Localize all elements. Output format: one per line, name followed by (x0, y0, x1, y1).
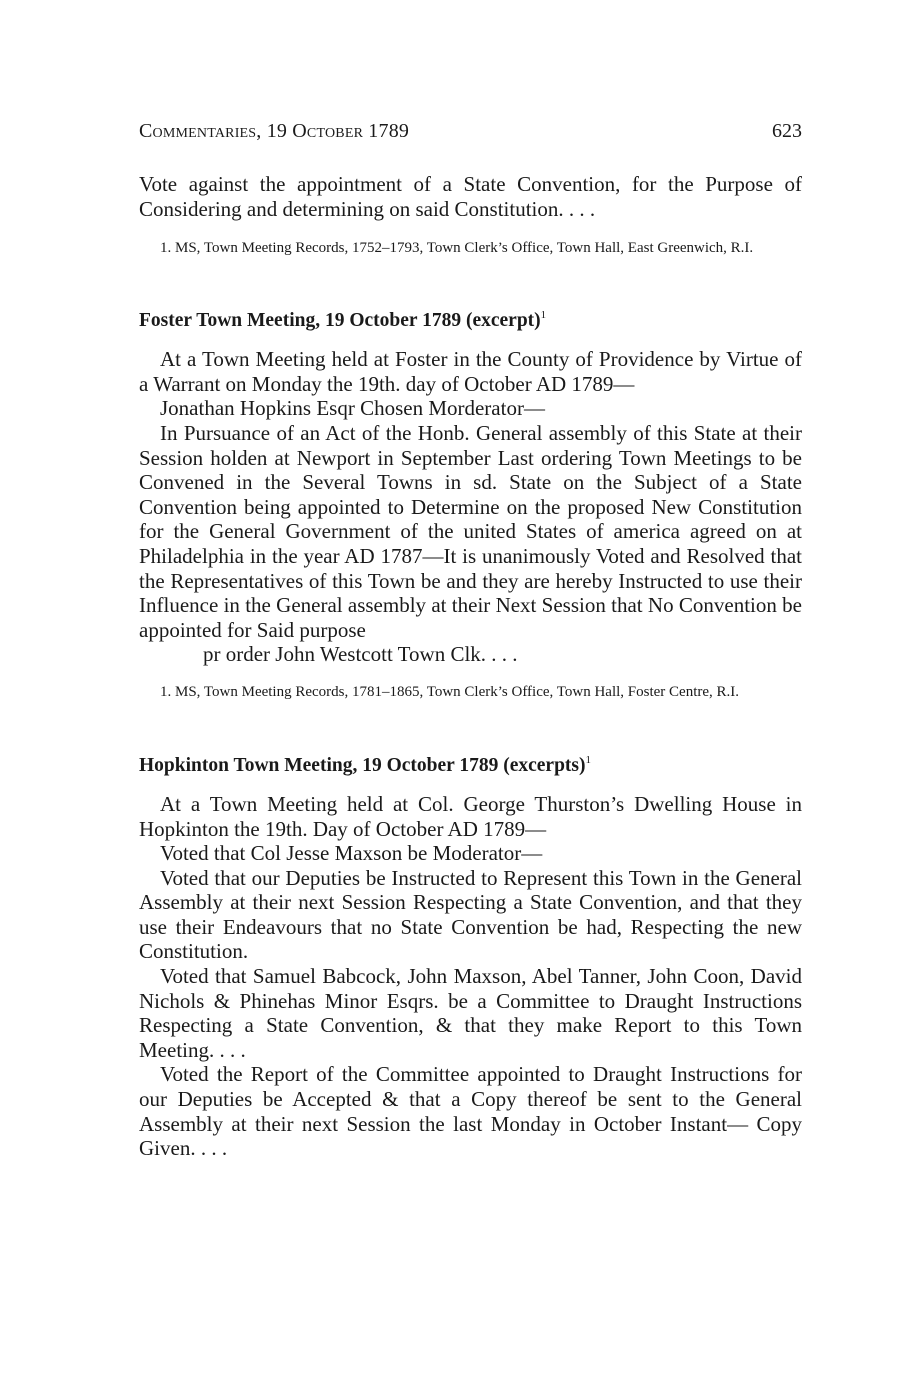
running-title: Commentaries, 19 October 1789 (139, 120, 410, 142)
footnote (139, 238, 802, 259)
document-page (139, 120, 802, 1161)
paragraph: At a Town Meeting held at Foster in the County of Providence by Virtue of a Warrant on Monday the 19th. day of October AD 1789— (139, 347, 802, 396)
paragraph: In Pursuance of an Act of the Honb. General assembly of this State at their Session holden at Newport in September Last ordering Town Meetings to be Convened in the Several Towns in sd. State on the Subject of a State Convention being appointed to Determine on the proposed New Constitution for the General Government of the united States of america agreed on at Philadelphia in the year AD 1787—It is unanimously Voted and Resolved that the Representatives of this Town be and they are hereby Instructed to use their Influence in the General assembly at their Next Session that No Convention be appointed for Said purpose (139, 420, 802, 642)
paragraph: Voted that Samuel Babcock, John Maxson, Abel Tanner, John Coon, David Nichols & Phinehas Minor Esqrs. be a Committee to Draught Instructions Respecting a State Convention, & that they make Report to this Town Meeting. . . . (139, 964, 802, 1062)
running-header (139, 120, 802, 150)
footnote-text: 1. MS, Town Meeting Records, 1752–1793, Town Clerk’s Office, Town Hall, East Greenwich, R.I. (160, 240, 754, 257)
paragraph: Jonathan Hopkins Esqr Chosen Morderator— (160, 396, 545, 421)
heading-text: Hopkinton Town Meeting, 19 October 1789 (excerpts) (139, 754, 586, 776)
section-heading-foster (139, 303, 802, 333)
footnote (139, 682, 802, 703)
section-heading-hopkinton (139, 748, 802, 778)
paragraph: Voted that our Deputies be Instructed to Represent this Town in the General Assembly at their next Session Respecting a State Convention, and that they use their Endeavours that no State Convention be had, Respecting the new Constitution. (139, 865, 802, 964)
carryover-paragraph: Vote against the appointment of a State Convention, for the Purpose of Considering and determining on said Constitution. . . . (139, 172, 802, 221)
paragraph: Voted that Col Jesse Maxson be Moderator— (160, 841, 543, 866)
paragraph: Voted the Report of the Committee appointed to Draught Instructions for our Deputies be Accepted & that a Copy thereof be sent to the General Assembly at their next Session the last Monday in October Instant— Copy Given. . . . (139, 1062, 802, 1161)
signoff: pr order John Westcott Town Clk. . . . (203, 642, 518, 667)
paragraph: At a Town Meeting held at Col. George Thurston’s Dwelling House in Hopkinton the 19th. Day of October AD 1789— (139, 791, 802, 841)
footnote-mark: 1 (540, 309, 547, 322)
footnote-mark: 1 (585, 753, 592, 766)
footnote-text: 1. MS, Town Meeting Records, 1781–1865, Town Clerk’s Office, Town Hall, Foster Centre, R.I. (160, 683, 740, 700)
page-number: 623 (772, 120, 802, 142)
heading-text: Foster Town Meeting, 19 October 1789 (excerpt) (139, 310, 541, 332)
